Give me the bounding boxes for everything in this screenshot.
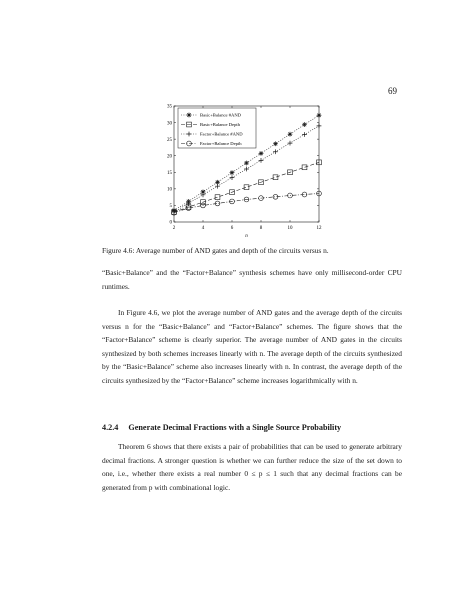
- x-tick-label-0: 2: [172, 226, 176, 231]
- x-tick-label-1: 4: [201, 226, 205, 231]
- legend-label-3: Factor+Balance Depth: [200, 141, 242, 147]
- paragraph-theorem: Theorem 6 shows that there exists a pair of probabilities that can be used to generate arbitrary decimal fractions. A stronger question is whether we can further reduce the size of the set down to one, i.e., whether there exists a real number 0 ≤ p ≤ 1 such that any decimal fractions can be generated from p with combinational logic.: [102, 442, 402, 492]
- series-2-point-4: [230, 175, 235, 180]
- series-0-point-10: [317, 113, 322, 118]
- x-tick-label-4: 10: [287, 226, 293, 231]
- series-0-point-6: [259, 151, 264, 156]
- y-tick-label-6: 30: [167, 121, 172, 127]
- series-line-3: [174, 193, 319, 212]
- y-tick-label-1: 5: [169, 204, 172, 210]
- series-0-point-4: [230, 170, 235, 175]
- paragraph-figure-discussion: In Figure 4.6, we plot the average number of AND gates and the average depth of the circuits versus n for the “Basic+Balance” and “Factor+Balance” schemes. The figure shows that the “Factor+Balance” scheme is clearly superior. The average number of AND gates in the circuits synthesized by both schemes increases linearly with n. The average depth of the circuits synthesized by the “Basic+Balance” scheme also increases linearly with n. In contrast, the average depth of the circuits synthesized by the “Factor+Balance” scheme increases logarithmically with n.: [102, 308, 402, 385]
- y-tick-label-4: 20: [167, 154, 172, 160]
- series-2-point-3: [215, 184, 220, 189]
- legend-label-1: Basic+Balance Depth: [200, 122, 240, 128]
- series-1-point-7: [273, 175, 278, 180]
- series-1-point-5: [244, 185, 249, 190]
- x-tick-label-2: 6: [230, 226, 234, 231]
- section-heading: [102, 423, 402, 432]
- chart: [160, 100, 330, 240]
- legend-label-2: Factor+Balance #AND: [200, 131, 243, 137]
- section-title: Generate Decimal Fractions with a Single Source Probability: [128, 423, 342, 432]
- x-axis-label: n: [245, 234, 248, 239]
- series-2-point-8: [288, 141, 293, 146]
- y-tick-label-0: 0: [169, 220, 172, 226]
- page-number: 69: [388, 86, 397, 96]
- series-2-point-5: [244, 167, 249, 172]
- legend-label-0: Basic+Balance #AND: [200, 112, 241, 118]
- series-1-point-9: [302, 165, 307, 170]
- x-tick-label-5: 12: [316, 226, 322, 231]
- legend-marker-0: [187, 113, 192, 118]
- y-tick-label-3: 15: [167, 170, 172, 176]
- x-tick-label-3: 8: [259, 226, 263, 231]
- y-tick-label-7: 35: [167, 104, 172, 110]
- series-0-point-8: [288, 132, 293, 137]
- series-2-point-9: [302, 132, 307, 137]
- series-0-point-5: [244, 161, 249, 166]
- series-0-point-9: [302, 122, 307, 127]
- series-2-point-10: [317, 123, 322, 128]
- figure: [160, 100, 330, 240]
- series-2-point-7: [273, 149, 278, 154]
- y-tick-label-2: 10: [167, 187, 172, 193]
- y-tick-label-5: 25: [167, 137, 172, 143]
- section-number: 4.2.4: [102, 423, 119, 432]
- paragraph-runtime: “Basic+Balance” and the “Factor+Balance” synthesis schemes have only millisecond-order CPU runtimes.: [102, 268, 402, 291]
- series-0-point-7: [273, 141, 278, 146]
- figure-caption: Figure 4.6: Average number of AND gates and depth of the circuits versus n.: [102, 246, 329, 255]
- series-2-point-6: [259, 158, 264, 163]
